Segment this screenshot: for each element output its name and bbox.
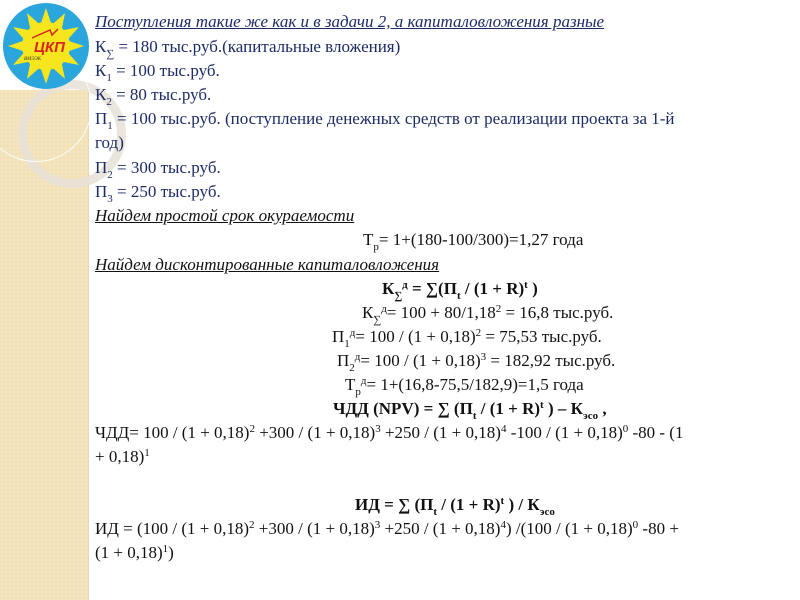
text-segment: П [95, 158, 108, 177]
text-segment: +250 / (1 + 0,18) [380, 423, 501, 442]
text-segment: +300 / (1 + 0,18) [254, 519, 375, 538]
subscript: t [456, 290, 461, 302]
text-segment: К [382, 279, 395, 298]
subscript: р [373, 241, 379, 253]
subscript: эсо [539, 506, 555, 518]
text-segment: Поступления такие же как и в задачи 2, а капиталовложения разные [95, 12, 605, 31]
supscript: t [500, 495, 505, 507]
text-segment: ) [168, 543, 174, 562]
text-segment: / (1 + R) [476, 399, 541, 418]
text-segment: = 100 + 80/1,18 [386, 303, 496, 322]
subscript: 3 [107, 193, 113, 205]
supscript: 3 [375, 423, 381, 435]
text-segment: = 100 / (1 + 0,18) [355, 327, 476, 346]
text-segment: (1 + 0,18) [95, 543, 163, 562]
text-segment: / (1 + R) [460, 279, 525, 298]
text-segment: П [95, 182, 108, 201]
supscript: 3 [374, 519, 381, 531]
formula-line [337, 349, 615, 373]
formula-line [345, 373, 584, 397]
supscript: д [349, 327, 356, 339]
text-segment: = 300 тыс.руб. [112, 158, 221, 177]
supscript: 4 [500, 423, 507, 435]
text-segment: П [337, 351, 350, 370]
subscript: t [472, 410, 477, 422]
subscript: 1 [107, 120, 113, 132]
text-segment: = 100 / (1 + 0,18) [360, 351, 481, 370]
text-line [95, 156, 221, 180]
text-segment: ЧДД (NPV) = ∑ (П [333, 399, 473, 418]
formula-line [363, 228, 583, 252]
subscript: ∑ [106, 48, 115, 60]
formula-line [355, 493, 555, 517]
text-segment: = 100 тыс.руб. (поступление денежных средств от реализации проекта за 1-й [112, 109, 675, 128]
text-segment: = 100 тыс.руб. [111, 61, 220, 80]
text-segment: -100 / (1 + 0,18) [506, 423, 623, 442]
section-heading [95, 253, 439, 277]
supscript: д [402, 279, 408, 291]
text-segment: К [362, 303, 374, 322]
supscript: д [360, 375, 367, 387]
text-segment: К [95, 85, 107, 104]
text-segment: = 16,8 тыс.руб. [501, 303, 614, 322]
logo-text: ЦКП [34, 39, 65, 56]
section-heading [95, 10, 604, 34]
text-segment: +300 / (1 + 0,18) [254, 423, 376, 442]
text-segment: Найдем простой срок окураемости [95, 206, 355, 225]
text-line [95, 180, 221, 204]
formula-line [95, 517, 679, 541]
text-segment: год) [95, 133, 124, 152]
text-segment: ЧДД= 100 / (1 + 0,18) [95, 423, 250, 442]
text-segment: Т [363, 230, 374, 249]
text-segment: Найдем дисконтированные капиталовложения [95, 255, 440, 274]
text-segment: ) – К [543, 399, 583, 418]
text-segment: = 182,92 тыс.руб. [486, 351, 616, 370]
subscript: эсо [582, 410, 599, 422]
text-line [95, 83, 211, 107]
supscript: д [381, 303, 387, 315]
text-segment: -80 - (1 [628, 423, 684, 442]
text-segment: = 1+(16,8-75,5/182,9)=1,5 года [366, 375, 584, 394]
text-segment: ) /(100 / (1 + 0,18) [505, 519, 633, 538]
supscript: 2 [495, 303, 502, 315]
text-segment: = 180 тыс.руб.(капитальные вложения) [114, 37, 401, 56]
supscript: 2 [249, 519, 255, 531]
subscript: t [433, 506, 438, 518]
formula-line [95, 421, 683, 445]
text-segment: = 1+(180-100/300)=1,27 года [378, 230, 584, 249]
text-segment: Т [345, 375, 356, 394]
decorative-background-strip [0, 90, 89, 600]
subscript: 1 [344, 338, 350, 350]
subscript: 2 [107, 169, 113, 181]
section-heading [95, 204, 354, 228]
formula-line [332, 325, 602, 349]
supscript: 3 [480, 351, 487, 363]
supscript: д [354, 351, 361, 363]
text-segment: = 75,53 тыс.руб. [481, 327, 602, 346]
supscript: 1 [144, 447, 150, 459]
formula-line [333, 397, 607, 421]
logo-subtext: ВМЭЭК [24, 57, 42, 62]
text-segment: / (1 + R) [437, 495, 501, 514]
supscript: 4 [500, 519, 506, 531]
text-line [95, 35, 400, 59]
text-segment: +250 / (1 + 0,18) [380, 519, 501, 538]
text-line [95, 131, 124, 155]
text-segment: К [95, 37, 107, 56]
supscript: 2 [249, 423, 255, 435]
subscript: 2 [349, 362, 355, 374]
text-segment: К [95, 61, 107, 80]
text-segment: -80 + [638, 519, 679, 538]
text-segment: ИД = (100 / (1 + 0,18) [95, 519, 250, 538]
text-segment: + 0,18) [95, 447, 145, 466]
supscript: t [540, 399, 544, 411]
text-line [95, 59, 220, 83]
subscript: р [355, 386, 361, 398]
text-segment: = 250 тыс.руб. [112, 182, 221, 201]
supscript: 0 [622, 423, 629, 435]
text-segment: ) / К [504, 495, 540, 514]
text-segment: ) [527, 279, 538, 298]
logo [2, 2, 90, 90]
supscript: 0 [632, 519, 639, 531]
supscript: 2 [475, 327, 482, 339]
text-segment: П [95, 109, 108, 128]
text-segment: = 80 тыс.руб. [111, 85, 212, 104]
supscript: 1 [162, 543, 169, 555]
formula-line [95, 445, 150, 469]
text-line [95, 107, 675, 131]
text-segment: ИД = ∑ (П [355, 495, 434, 514]
subscript: ∑ [394, 290, 403, 302]
subscript: 1 [106, 72, 112, 84]
subscript: ∑ [373, 314, 382, 326]
subscript: 2 [106, 96, 112, 108]
formula-line [382, 277, 538, 301]
formula-line [362, 301, 613, 325]
formula-line [95, 541, 174, 565]
supscript: t [524, 279, 528, 291]
text-segment: П [332, 327, 345, 346]
text-segment: = ∑(П [407, 279, 457, 298]
text-segment: , [598, 399, 607, 418]
